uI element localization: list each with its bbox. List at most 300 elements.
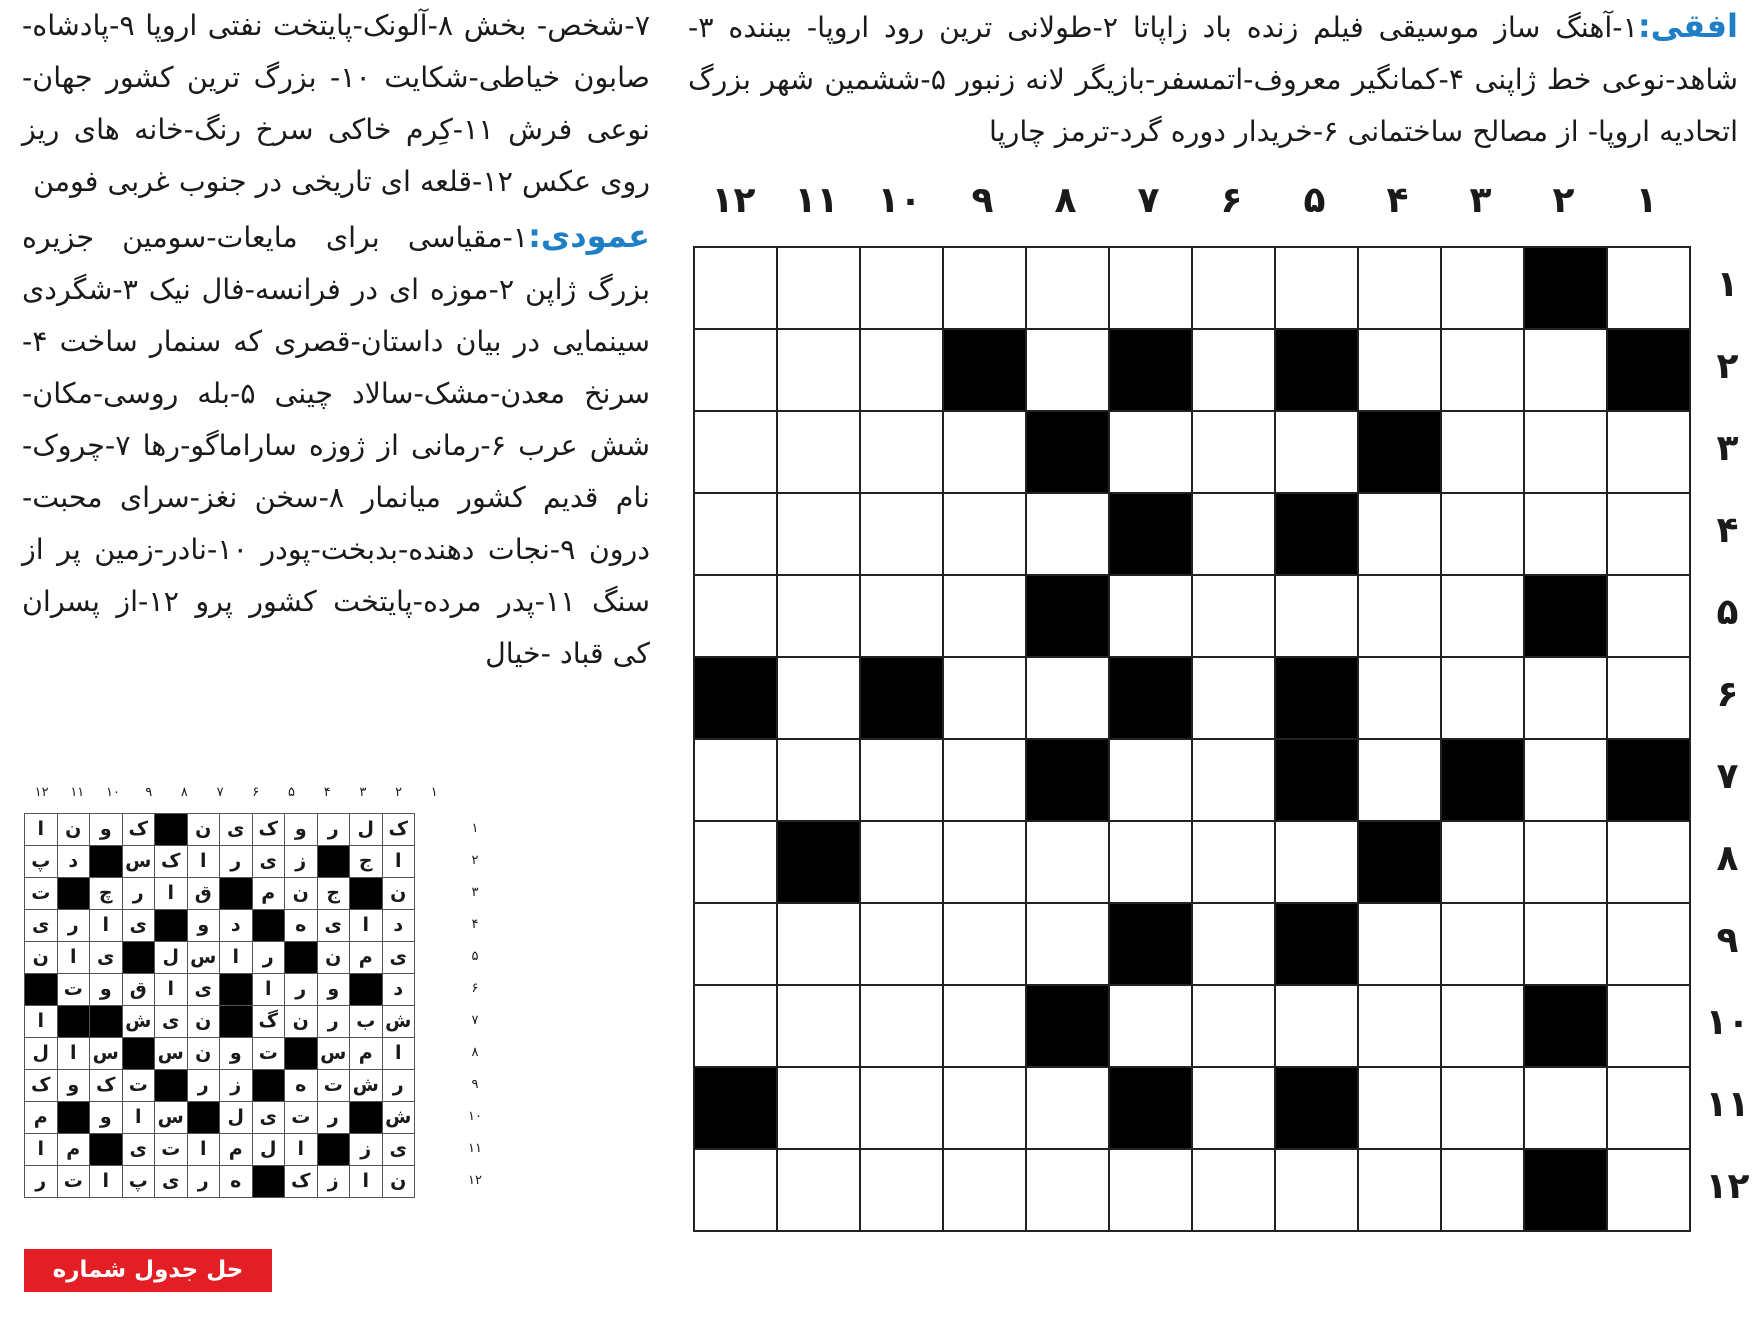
solution-grid — [24, 813, 415, 1198]
black-cell — [694, 1067, 777, 1149]
solution-letter: ل — [350, 814, 383, 846]
solution-letter: ا — [382, 1038, 415, 1070]
solution-letter: ا — [25, 1006, 58, 1038]
solution-letter: ک — [25, 1070, 58, 1102]
solution-row — [25, 1006, 415, 1038]
black-cell — [777, 821, 860, 903]
empty-cell[interactable] — [1358, 247, 1441, 329]
empty-cell[interactable] — [943, 657, 1026, 739]
grid-row — [694, 247, 1690, 329]
solution-letter: و — [187, 910, 220, 942]
solution-letter: ن — [317, 942, 350, 974]
solution-letter: د — [57, 846, 90, 878]
solution-black-cell — [90, 1134, 123, 1166]
black-cell — [1026, 575, 1109, 657]
black-cell — [1441, 739, 1524, 821]
solution-black-cell — [220, 1006, 253, 1038]
empty-cell[interactable] — [1026, 1149, 1109, 1231]
empty-cell[interactable] — [1358, 657, 1441, 739]
solution-letter: و — [57, 1070, 90, 1102]
solution-black-cell — [252, 1166, 285, 1198]
empty-cell[interactable] — [1441, 329, 1524, 411]
empty-cell[interactable] — [1192, 1149, 1275, 1231]
empty-cell[interactable] — [694, 411, 777, 493]
empty-cell[interactable] — [694, 575, 777, 657]
empty-cell[interactable] — [1441, 1067, 1524, 1149]
empty-cell[interactable] — [943, 1149, 1026, 1231]
solution-letter: ا — [155, 878, 188, 910]
black-cell — [1358, 411, 1441, 493]
solution-letter: ر — [122, 878, 155, 910]
solution-black-cell — [285, 1038, 318, 1070]
solution-row-number: ۷ — [471, 1013, 479, 1028]
solution-letter: ا — [285, 1134, 318, 1166]
solution-row — [25, 1166, 415, 1198]
empty-cell[interactable] — [1192, 247, 1275, 329]
down-heading: عمودی: — [528, 217, 650, 255]
black-cell — [1524, 1149, 1607, 1231]
row-number: ۱۱ — [1705, 1084, 1750, 1125]
solution-letter: ک — [382, 814, 415, 846]
empty-cell[interactable] — [860, 575, 943, 657]
empty-cell[interactable] — [860, 739, 943, 821]
black-cell — [860, 657, 943, 739]
empty-cell[interactable] — [943, 1067, 1026, 1149]
empty-cell[interactable] — [777, 903, 860, 985]
empty-cell[interactable] — [1607, 411, 1690, 493]
across-text: ۱-آهنگ ساز موسیقی فیلم زنده باد زاپاتا ۲-طولانی ترین رود اروپا- بیننده ۳-شاهد-نوعی خط ژاپنی ۴-کمانگیر معروف-اتمسفر-بازیگر لانه زنبور ۵-ششمین شهر بزرگ اتحادیه اروپا- از مصالح ساختمانی ۶-خریدار دوره گرد-ترمز چارپا — [688, 11, 1738, 148]
crossword-grid — [693, 246, 1691, 1232]
empty-cell[interactable] — [1026, 247, 1109, 329]
solution-letter: ی — [317, 910, 350, 942]
solution-badge: حل جدول شماره ۱۸۵۴ — [24, 1249, 272, 1292]
solution-letter: ل — [25, 1038, 58, 1070]
empty-cell[interactable] — [1192, 1067, 1275, 1149]
black-cell — [1358, 821, 1441, 903]
black-cell — [1109, 493, 1192, 575]
solution-letter: ز — [350, 1134, 383, 1166]
solution-letter: ی — [90, 942, 123, 974]
empty-cell[interactable] — [1192, 411, 1275, 493]
clues-column-left — [22, 0, 650, 680]
empty-cell[interactable] — [694, 247, 777, 329]
across-continued-text: ۷-شخص- بخش ۸-آلونک-پایتخت نفتی اروپا ۹-پادشاه-صابون خیاطی-شکایت ۱۰- بزرگ ترین کشور جهان-نوعی فرش ۱۱-کِرم خاکی سرخ رنگ-خانه های ریز روی عکس ۱۲-قلعه ای تاریخی در جنوب غربی فومن — [22, 9, 650, 198]
solution-letter: ق — [187, 878, 220, 910]
solution-letter: ه — [285, 1070, 318, 1102]
empty-cell[interactable] — [1607, 903, 1690, 985]
empty-cell[interactable] — [1524, 411, 1607, 493]
empty-cell[interactable] — [694, 1149, 777, 1231]
empty-cell[interactable] — [1607, 657, 1690, 739]
empty-cell[interactable] — [943, 493, 1026, 575]
solution-letter: و — [90, 1102, 123, 1134]
empty-cell[interactable] — [1192, 493, 1275, 575]
solution-letter: ت — [252, 1038, 285, 1070]
empty-cell[interactable] — [777, 657, 860, 739]
solution-row — [25, 1134, 415, 1166]
solution-letter: د — [382, 974, 415, 1006]
empty-cell[interactable] — [1524, 821, 1607, 903]
solution-letter: ک — [122, 814, 155, 846]
solution-column-number: ۹ — [145, 785, 153, 800]
empty-cell[interactable] — [1192, 985, 1275, 1067]
solution-column-numbers — [24, 785, 452, 809]
solution-letter: ا — [187, 1134, 220, 1166]
grid-row — [694, 821, 1690, 903]
empty-cell[interactable] — [777, 739, 860, 821]
empty-cell[interactable] — [1524, 739, 1607, 821]
empty-cell[interactable] — [694, 493, 777, 575]
empty-cell[interactable] — [1026, 821, 1109, 903]
solution-column-number: ۱۰ — [106, 785, 120, 800]
solution-letter: ک — [285, 1166, 318, 1198]
solution-letter: ا — [350, 910, 383, 942]
down-text: ۱-مقیاسی برای مایعات-سومین جزیره بزرگ ژاپن ۲-موزه ای در فرانسه-فال نیک ۳-شگردی سینمایی در بیان داستان-قصری که سنمار ساخت ۴-سرنخ معدن-مشک-سالاد چینی ۵-بله روسی-مکان-شش عرب ۶-رمانی از ژوزه ساراماگو-رها ۷-چروک-نام قدیم کشور میانمار ۸-سخن نغز-سرای محبت-درون ۹-نجات دهنده-بدبخت-پودر ۱۰-نادر-زمین پر از سنگ ۱۱-پدر مرده-پایتخت کشور پرو ۱۲-از پسران کی قباد -خیال — [22, 221, 651, 670]
empty-cell[interactable] — [1358, 739, 1441, 821]
empty-cell[interactable] — [1441, 411, 1524, 493]
grid-row — [694, 493, 1690, 575]
empty-cell[interactable] — [1607, 493, 1690, 575]
solution-column-number: ۷ — [216, 785, 224, 800]
solution-black-cell — [155, 910, 188, 942]
empty-cell[interactable] — [1192, 575, 1275, 657]
empty-cell[interactable] — [860, 1067, 943, 1149]
empty-cell[interactable] — [1358, 985, 1441, 1067]
grid-row — [694, 411, 1690, 493]
empty-cell[interactable] — [1441, 575, 1524, 657]
solution-letter: ش — [382, 1006, 415, 1038]
empty-cell[interactable] — [1358, 1067, 1441, 1149]
grid-row — [694, 985, 1690, 1067]
empty-cell[interactable] — [777, 1149, 860, 1231]
solution-black-cell — [187, 1102, 220, 1134]
solution-letter: ج — [350, 846, 383, 878]
solution-black-cell — [285, 942, 318, 974]
empty-cell[interactable] — [1441, 657, 1524, 739]
solution-letter: ی — [122, 910, 155, 942]
solution-letter: ا — [90, 910, 123, 942]
solution-row — [25, 1102, 415, 1134]
solution-black-cell — [57, 878, 90, 910]
empty-cell[interactable] — [1026, 329, 1109, 411]
empty-cell[interactable] — [1441, 493, 1524, 575]
solution-letter: ا — [220, 942, 253, 974]
black-cell — [1275, 739, 1358, 821]
column-number: ۱۲ — [711, 180, 756, 221]
empty-cell[interactable] — [777, 1067, 860, 1149]
solution-letter: ن — [285, 1006, 318, 1038]
empty-cell[interactable] — [1607, 1067, 1690, 1149]
empty-cell[interactable] — [1192, 903, 1275, 985]
solution-column-number: ۱ — [430, 785, 438, 800]
empty-cell[interactable] — [777, 247, 860, 329]
solution-letter: ت — [285, 1102, 318, 1134]
empty-cell[interactable] — [1607, 821, 1690, 903]
solution-letter: ا — [25, 1134, 58, 1166]
empty-cell[interactable] — [1109, 739, 1192, 821]
solution-letter: م — [25, 1102, 58, 1134]
empty-cell[interactable] — [1524, 493, 1607, 575]
solution-letter: ز — [285, 846, 318, 878]
solution-letter: ک — [155, 846, 188, 878]
empty-cell[interactable] — [860, 821, 943, 903]
empty-cell[interactable] — [1026, 657, 1109, 739]
empty-cell[interactable] — [1026, 493, 1109, 575]
black-cell — [1275, 329, 1358, 411]
solution-row-number: ۱۲ — [468, 1173, 482, 1188]
solution-letter: ر — [285, 974, 318, 1006]
solution-row — [25, 974, 415, 1006]
solution-letter: ا — [252, 974, 285, 1006]
empty-cell[interactable] — [1441, 821, 1524, 903]
solution-row-number: ۹ — [471, 1077, 479, 1092]
empty-cell[interactable] — [777, 329, 860, 411]
empty-cell[interactable] — [1109, 985, 1192, 1067]
empty-cell[interactable] — [1607, 985, 1690, 1067]
solution-row-number: ۴ — [471, 917, 479, 932]
empty-cell[interactable] — [1109, 247, 1192, 329]
solution-letter: ن — [382, 878, 415, 910]
solution-row — [25, 878, 415, 910]
solution-letter: س — [155, 1038, 188, 1070]
solution-letter: ی — [25, 910, 58, 942]
solution-black-cell — [57, 1102, 90, 1134]
solution-black-cell — [25, 974, 58, 1006]
empty-cell[interactable] — [1441, 903, 1524, 985]
row-number: ۱۰ — [1705, 1002, 1750, 1043]
empty-cell[interactable] — [943, 575, 1026, 657]
empty-cell[interactable] — [1192, 657, 1275, 739]
black-cell — [1275, 493, 1358, 575]
solution-black-cell — [90, 846, 123, 878]
solution-row-number: ۱۱ — [468, 1141, 482, 1156]
empty-cell[interactable] — [1358, 493, 1441, 575]
across-heading: افقی: — [1637, 7, 1738, 45]
solution-letter: ر — [317, 814, 350, 846]
column-number: ۲ — [1552, 180, 1575, 221]
solution-letter: ت — [57, 1166, 90, 1198]
solution-row — [25, 846, 415, 878]
across-clues — [688, 0, 1738, 158]
solution-letter: ی — [122, 1134, 155, 1166]
solution-letter: د — [220, 910, 253, 942]
empty-cell[interactable] — [1441, 1149, 1524, 1231]
empty-cell[interactable] — [1607, 247, 1690, 329]
solution-letter: ی — [220, 814, 253, 846]
column-number: ۹ — [971, 180, 994, 221]
solution-letter: گ — [252, 1006, 285, 1038]
black-cell — [943, 329, 1026, 411]
row-number: ۱ — [1716, 264, 1739, 305]
solution-column-number: ۲ — [395, 785, 403, 800]
empty-cell[interactable] — [1109, 1149, 1192, 1231]
empty-cell[interactable] — [1192, 821, 1275, 903]
solution-row — [25, 1070, 415, 1102]
black-cell — [1026, 411, 1109, 493]
solution-row-number: ۱ — [471, 821, 479, 836]
empty-cell[interactable] — [694, 985, 777, 1067]
empty-cell[interactable] — [1275, 1149, 1358, 1231]
empty-cell[interactable] — [1524, 1067, 1607, 1149]
solution-letter: د — [382, 910, 415, 942]
row-number: ۹ — [1716, 920, 1739, 961]
empty-cell[interactable] — [1275, 575, 1358, 657]
empty-cell[interactable] — [860, 903, 943, 985]
solution-black-cell — [350, 974, 383, 1006]
empty-cell[interactable] — [1358, 1149, 1441, 1231]
empty-cell[interactable] — [943, 985, 1026, 1067]
solution-letter: ر — [25, 1166, 58, 1198]
row-number: ۶ — [1716, 674, 1739, 715]
empty-cell[interactable] — [943, 821, 1026, 903]
empty-cell[interactable] — [860, 247, 943, 329]
solution-letter: و — [285, 814, 318, 846]
solution-row — [25, 910, 415, 942]
solution-letter: ا — [25, 814, 58, 846]
empty-cell[interactable] — [1192, 739, 1275, 821]
solution-black-cell — [220, 974, 253, 1006]
solution-letter: و — [317, 974, 350, 1006]
solution-letter: ن — [382, 1166, 415, 1198]
empty-cell[interactable] — [1275, 411, 1358, 493]
solution-black-cell — [122, 942, 155, 974]
solution-letter: س — [122, 846, 155, 878]
empty-cell[interactable] — [777, 411, 860, 493]
empty-cell[interactable] — [1192, 329, 1275, 411]
solution-letter: ل — [155, 942, 188, 974]
solution-letter: س — [317, 1038, 350, 1070]
empty-cell[interactable] — [777, 985, 860, 1067]
solution-letter: ز — [317, 1166, 350, 1198]
empty-cell[interactable] — [1275, 985, 1358, 1067]
solution-letter: م — [57, 1134, 90, 1166]
empty-cell[interactable] — [1524, 657, 1607, 739]
solution-letter: ت — [122, 1070, 155, 1102]
black-cell — [1524, 985, 1607, 1067]
empty-cell[interactable] — [694, 739, 777, 821]
empty-cell[interactable] — [1358, 575, 1441, 657]
solution-letter: و — [90, 814, 123, 846]
solution-row-number: ۶ — [471, 981, 479, 996]
empty-cell[interactable] — [860, 329, 943, 411]
solution-column-number: ۱۱ — [70, 785, 85, 800]
solution-row-number: ۵ — [471, 949, 479, 964]
column-number: ۴ — [1386, 180, 1409, 221]
solution-row — [25, 814, 415, 846]
empty-cell[interactable] — [943, 739, 1026, 821]
solution-letter: ت — [25, 878, 58, 910]
solution-row-number: ۲ — [471, 853, 479, 868]
solution-letter: چ — [90, 878, 123, 910]
empty-cell[interactable] — [694, 329, 777, 411]
solution-black-cell — [317, 846, 350, 878]
black-cell — [1607, 739, 1690, 821]
solution-letter: ی — [155, 1006, 188, 1038]
grid-row — [694, 575, 1690, 657]
black-cell — [1109, 903, 1192, 985]
solution-letter: ر — [57, 910, 90, 942]
column-number: ۶ — [1220, 180, 1243, 221]
empty-cell[interactable] — [860, 493, 943, 575]
grid-row — [694, 739, 1690, 821]
solution-letter: و — [220, 1038, 253, 1070]
empty-cell[interactable] — [1524, 329, 1607, 411]
empty-cell[interactable] — [860, 411, 943, 493]
column-numbers — [693, 180, 1688, 240]
column-number: ۵ — [1303, 180, 1326, 221]
black-cell — [1524, 575, 1607, 657]
solution-letter: ه — [285, 910, 318, 942]
solution-letter: ن — [25, 942, 58, 974]
empty-cell[interactable] — [1441, 985, 1524, 1067]
solution-letter: ر — [220, 846, 253, 878]
solution-letter: ش — [350, 1070, 383, 1102]
solution-black-cell — [155, 814, 188, 846]
solution-letter: ل — [220, 1102, 253, 1134]
empty-cell[interactable] — [1441, 247, 1524, 329]
solution-letter: ه — [220, 1166, 253, 1198]
solution-letter: ی — [252, 1102, 285, 1134]
solution-column-number: ۳ — [359, 785, 367, 800]
row-number: ۴ — [1716, 510, 1739, 551]
solution-letter: س — [90, 1038, 123, 1070]
empty-cell[interactable] — [1275, 821, 1358, 903]
column-number: ۱۰ — [877, 180, 922, 221]
empty-cell[interactable] — [777, 493, 860, 575]
solution-column-number: ۵ — [288, 785, 295, 800]
empty-cell[interactable] — [1026, 1067, 1109, 1149]
empty-cell[interactable] — [1524, 903, 1607, 985]
empty-cell[interactable] — [943, 903, 1026, 985]
empty-cell[interactable] — [1109, 821, 1192, 903]
grid-row — [694, 903, 1690, 985]
empty-cell[interactable] — [860, 1149, 943, 1231]
solution-letter: ی — [382, 942, 415, 974]
solution-letter: ق — [122, 974, 155, 1006]
solution-letter: م — [350, 1038, 383, 1070]
empty-cell[interactable] — [777, 575, 860, 657]
solution-black-cell — [350, 1102, 383, 1134]
column-number: ۱ — [1635, 180, 1658, 221]
solution-letter: و — [90, 974, 123, 1006]
empty-cell[interactable] — [943, 247, 1026, 329]
empty-cell[interactable] — [1607, 1149, 1690, 1231]
empty-cell[interactable] — [1026, 903, 1109, 985]
empty-cell[interactable] — [1607, 575, 1690, 657]
empty-cell[interactable] — [860, 985, 943, 1067]
solution-letter: ی — [155, 1166, 188, 1198]
solution-black-cell — [57, 1006, 90, 1038]
empty-cell[interactable] — [694, 821, 777, 903]
solution-letter: ا — [90, 1166, 123, 1198]
solution-letter: ت — [317, 1070, 350, 1102]
solution-letter: ی — [187, 974, 220, 1006]
solution-letter: ر — [317, 1102, 350, 1134]
empty-cell[interactable] — [1275, 247, 1358, 329]
grid-row — [694, 657, 1690, 739]
solution-letter: ر — [382, 1070, 415, 1102]
empty-cell[interactable] — [1109, 575, 1192, 657]
empty-cell[interactable] — [1358, 329, 1441, 411]
solution-letter: ک — [90, 1070, 123, 1102]
empty-cell[interactable] — [694, 903, 777, 985]
black-cell — [1524, 247, 1607, 329]
empty-cell[interactable] — [1109, 411, 1192, 493]
empty-cell[interactable] — [943, 411, 1026, 493]
column-number: ۳ — [1469, 180, 1492, 221]
solution-black-cell — [350, 878, 383, 910]
empty-cell[interactable] — [1358, 903, 1441, 985]
